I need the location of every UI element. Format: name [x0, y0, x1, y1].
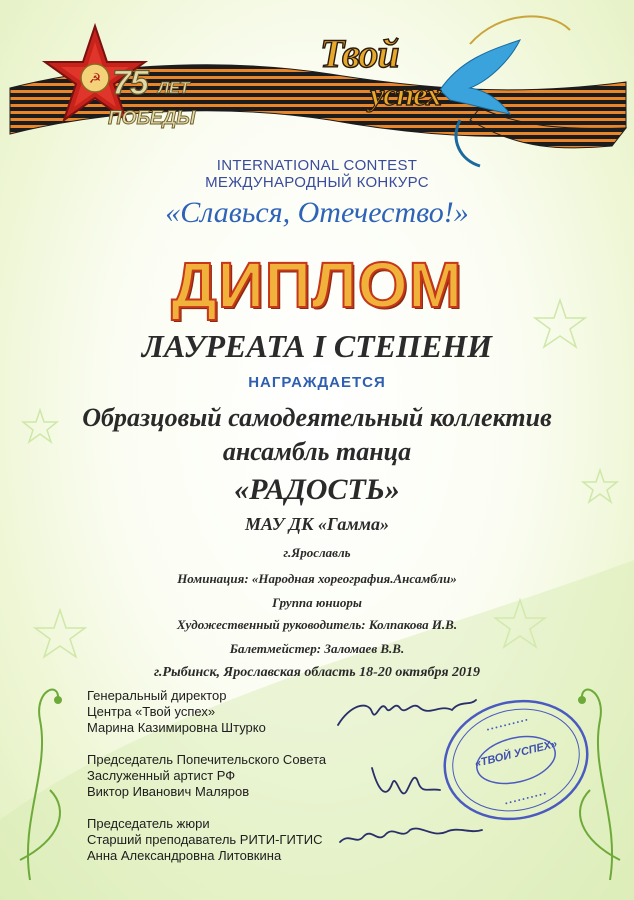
signatory-org: Заслуженный артист РФ [87, 768, 236, 783]
contest-name: «Славься, Отечество!» [165, 196, 469, 229]
svg-text:• • • • • • • • • •: • • • • • • • • • • [486, 717, 529, 735]
place-date: г.Рыбинск, Ярославская область 18-20 октября 2019 [153, 665, 481, 680]
brand-title-line1: Твой [320, 31, 399, 76]
collective-line1: Образцовый самодеятельный коллектив [82, 403, 552, 432]
nomination: Номинация: «Народная хореография.Ансамбли» [177, 571, 457, 586]
diploma-title: ДИПЛОМ [171, 249, 463, 321]
signatory-title: Генеральный директор [87, 688, 227, 703]
jubilee-number: 75 [112, 64, 148, 102]
signatory-general-director [87, 688, 266, 736]
signatory-title: Председатель Попечительского Совета [87, 752, 327, 767]
svg-text:☭: ☭ [88, 71, 102, 87]
ballet-master: Балетмейстер: Заломаев В.В. [229, 641, 405, 656]
collective-line2: ансамбль танца [222, 437, 412, 466]
jubilee-victory: ПОБЕДЫ [108, 108, 196, 129]
city: г.Ярославль [283, 545, 351, 560]
stamp-center-text: «ТВОЙ УСПЕХ» [473, 738, 559, 771]
svg-text:• • • • • • • • • •: • • • • • • • • • • [504, 790, 548, 808]
awarded-label: НАГРАЖДАЕТСЯ [248, 374, 386, 391]
signatory-title: Председатель жюри [87, 816, 210, 831]
laureate-degree: ЛАУРЕАТА I СТЕПЕНИ [141, 328, 493, 364]
group: Группа юниоры [272, 595, 362, 610]
brand-title-line2: успех [370, 76, 441, 112]
signatory-jury-chair [87, 816, 323, 864]
signatory-org: Старший преподаватель РИТИ-ГИТИС [87, 832, 323, 847]
signatory-name: Анна Александровна Литовкина [87, 848, 282, 863]
organization: МАУ ДК «Гамма» [245, 514, 389, 534]
signatory-org: Центра «Твой успех» [87, 704, 216, 719]
signatory-name: Марина Казимировна Штурко [87, 720, 266, 735]
jubilee-word: ЛЕТ [158, 80, 190, 97]
contest-international-ru: МЕЖДУНАРОДНЫЙ КОНКУРС [205, 174, 429, 191]
ensemble-name: «РАДОСТЬ» [234, 473, 400, 506]
art-director: Художественный руководитель: Колпакова И.В. [176, 617, 458, 632]
signatory-name: Виктор Иванович Маляров [87, 784, 250, 799]
contest-international: INTERNATIONAL CONTEST [216, 157, 418, 174]
signatory-board-chair [87, 752, 326, 800]
